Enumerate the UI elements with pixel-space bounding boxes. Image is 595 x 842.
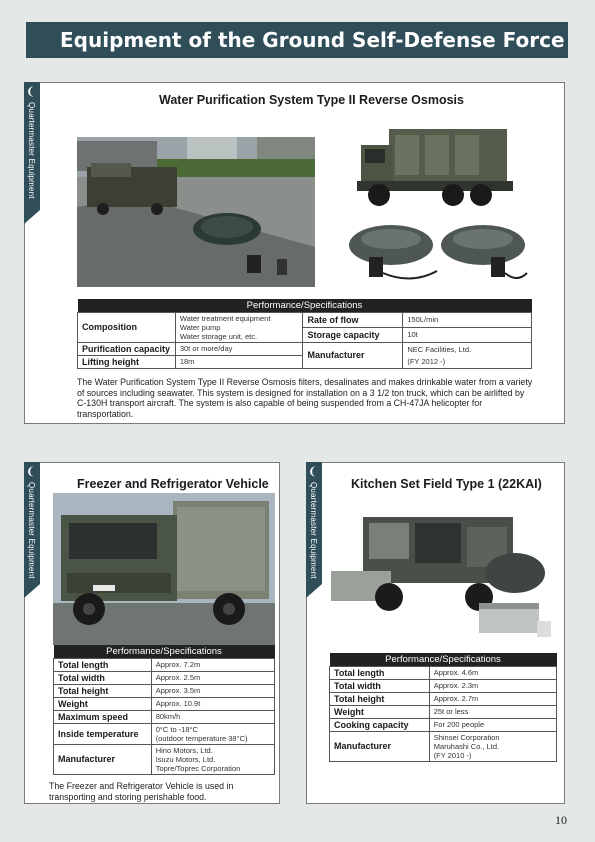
freezer-vehicle-photo [53,493,275,645]
category-tab [24,462,40,584]
kitchen-set-photo [329,493,557,649]
panel-title: Freezer and Refrigerator Vehicle [77,477,269,491]
category-tab [24,82,40,210]
spec-value: Approx. 2.5m [151,671,274,684]
spec-value: 80km/h [151,710,274,723]
spec-label: Maximum speed [54,710,152,723]
leaf-icon: ❨ [308,466,318,478]
spec-value: Approx. 2.3m [429,679,556,692]
spec-label: Total height [330,692,430,705]
leaf-icon: ❨ [26,466,36,478]
water-storage-tank-photo [341,213,531,287]
spec-label: Purification capacity [78,342,176,355]
freezer-vehicle-panel [24,462,280,804]
spec-value: 30t or more/day [175,342,303,355]
leaf-icon: ❨ [26,86,36,98]
spec-label: Inside temperature [54,723,152,744]
spec-value: Approx. 2.7m [429,692,556,705]
spec-label: Weight [330,705,430,718]
spec-value: 18m [175,355,303,368]
spec-value: Approx. 4.6m [429,666,556,679]
spec-label: Total length [330,666,430,679]
water-purification-panel [24,82,565,424]
spec-value: Approx. 7.2m [151,658,274,671]
spec-label: Weight [54,697,152,710]
spec-label: Total width [330,679,430,692]
spec-value: 0°C to -18°C (outdoor temperature 38°C) [151,723,274,744]
spec-label: Composition [78,312,176,342]
category-label: Quartermaster Equipment [309,482,318,579]
page-header [26,22,568,58]
spec-value: For 200 people [429,718,556,731]
description: The Freezer and Refrigerator Vehicle is used in transporting and storing perishable food. [49,781,234,802]
spec-heading: Performance/Specifications [330,653,557,666]
spec-label: Total width [54,671,152,684]
water-system-site-photo [77,137,315,287]
spec-label: Manufacturer [54,744,152,774]
spec-heading: Performance/Specifications [78,299,532,312]
spec-label: Cooking capacity [330,718,430,731]
panel-title: Water Purification System Type II Reverse Osmosis [159,93,464,107]
spec-value: Shinsei Corporation Maruhashi Co., Ltd. (FY 2010 -) [429,731,556,761]
panel-title: Kitchen Set Field Type 1 (22KAI) [351,477,542,491]
spec-value: Approx. 3.5m [151,684,274,697]
spec-label: Total height [54,684,152,697]
spec-value: 10t [403,327,532,342]
description: The Water Purification System Type II Reverse Osmosis filters, desalinates and makes drinkable water from a variety of sources including seawater. This system is designed for installation on a 3 1/2 ton truck, which can be airlifted by C-130H transport aircraft. The system is also capable of being suspended from a CH-47JA helicopter for transportation. [77,377,533,419]
page-title: Equipment of the Ground Self-Defense Force [60,28,565,52]
specifications-table [77,299,532,369]
spec-label: Storage capacity [303,327,403,342]
spec-label: Rate of flow [303,312,403,327]
spec-value: NEC Facilities, Ltd. (FY 2012 -) [403,342,532,368]
category-label: Quartermaster Equipment [27,102,36,199]
spec-value: Water treatment equipment Water pump Water storage unit, etc. [175,312,303,342]
specifications-table [53,645,275,775]
spec-label: Lifting height [78,355,176,368]
spec-heading: Performance/Specifications [54,645,275,658]
spec-value: Approx. 10.9t [151,697,274,710]
category-label: Quartermaster Equipment [27,482,36,579]
spec-value: Hino Motors, Ltd. Isuzu Motors, Ltd. Topre/Toprec Corporation [151,744,274,774]
category-tab [306,462,322,584]
water-system-truck-photo [343,121,523,213]
specifications-table [329,653,557,762]
kitchen-set-panel [306,462,565,804]
spec-value: 150L/min [403,312,532,327]
spec-label: Manufacturer [303,342,403,368]
page-number: 10 [555,813,567,827]
spec-label: Manufacturer [330,731,430,761]
spec-value: 25t or less [429,705,556,718]
spec-label: Total length [54,658,152,671]
